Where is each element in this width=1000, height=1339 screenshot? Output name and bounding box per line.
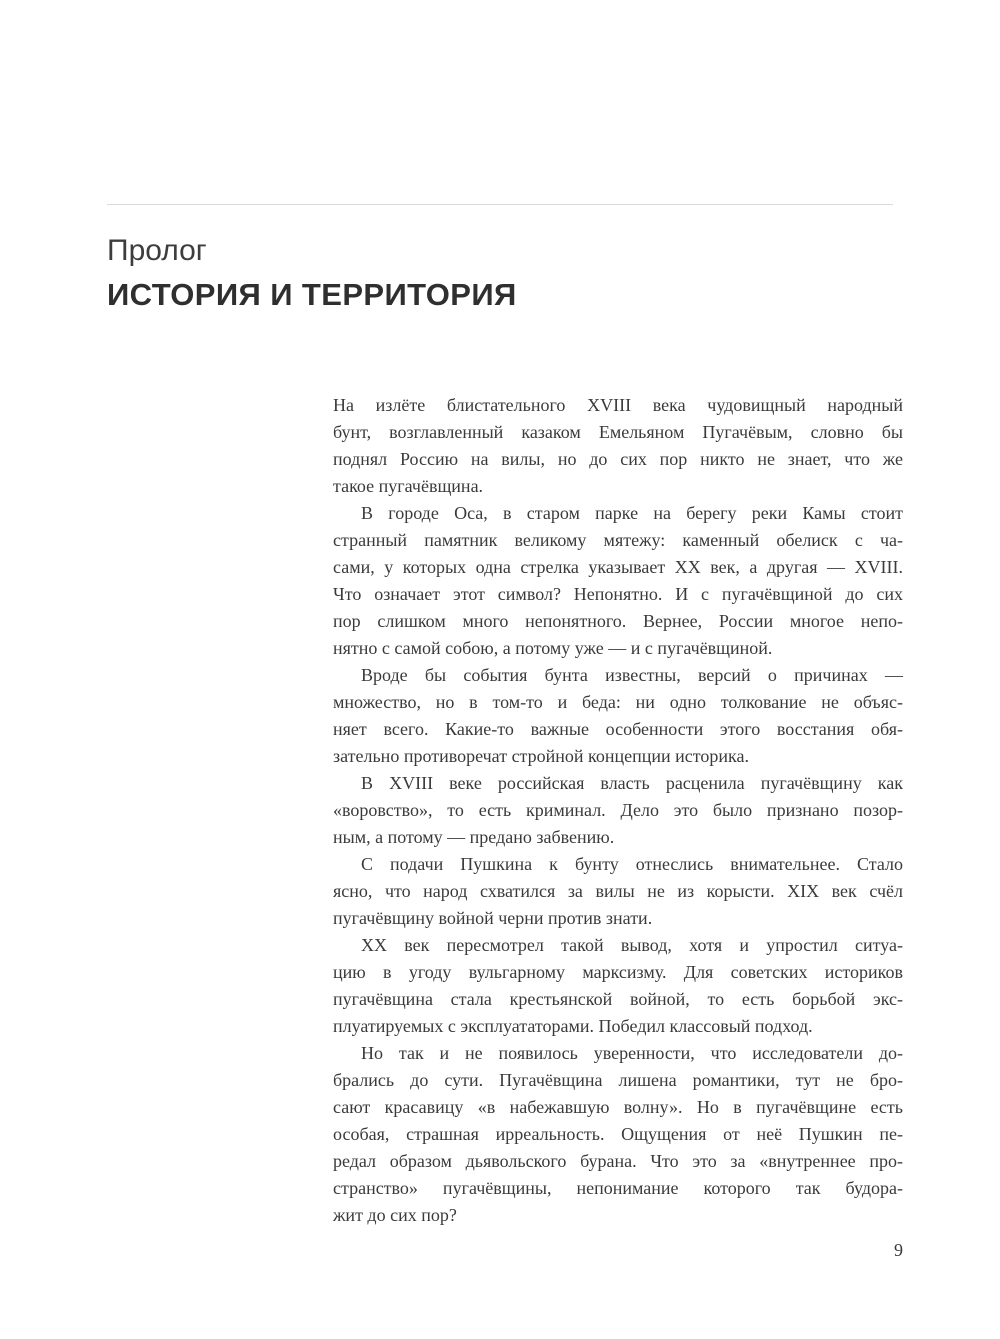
header-rule <box>107 204 893 205</box>
text-line: нятно с самой собою, а потому уже — и с пугачёвщиной. <box>333 638 773 658</box>
text-line: пугачёвщину войной черни против знати. <box>333 908 653 928</box>
text-line: пор слишком много непонятного. Вернее, России многое непо- <box>333 611 903 631</box>
text-line: плуатируемых с эксплуататорами. Победил классовый подход. <box>333 1016 813 1036</box>
paragraph <box>333 851 903 932</box>
text-line: бунт, возглавленный казаком Емельяном Пугачёвым, словно бы <box>333 422 903 442</box>
text-line: цию в угоду вульгарному марксизму. Для советских историков <box>333 962 903 982</box>
text-line: такое пугачёвщина. <box>333 476 484 496</box>
text-line: поднял Россию на вилы, но до сих пор никто не знает, что же <box>333 449 903 469</box>
text-line: брались до сути. Пугачёвщина лишена романтики, тут не бро- <box>333 1070 903 1090</box>
text-line: Вроде бы события бунта известны, версий о причинах — <box>361 665 903 685</box>
text-line: ясно, что народ схватился за вилы не из корысти. XIX век счёл <box>333 881 903 901</box>
paragraph <box>333 662 903 770</box>
text-line: С подачи Пушкина к бунту отнеслись внимательнее. Стало <box>361 854 903 874</box>
paragraph <box>333 932 903 1040</box>
text-line: В городе Оса, в старом парке на берегу реки Камы стоит <box>361 503 903 523</box>
text-line: ным, а потому — предано забвению. <box>333 827 615 847</box>
text-line: сают красавицу «в набежавшую волну». Но в пугачёвщине есть <box>333 1097 903 1117</box>
text-line: особая, страшная ирреальность. Ощущения от неё Пушкин пе- <box>333 1124 903 1144</box>
text-line: XX век пересмотрел такой вывод, хотя и упростил ситуа- <box>361 935 903 955</box>
text-line: Но так и не появилось уверенности, что исследователи до- <box>361 1043 903 1063</box>
page-number: 9 <box>894 1240 903 1260</box>
paragraph <box>333 500 903 662</box>
text-line: «воровство», то есть криминал. Дело это было признано позор- <box>333 800 903 820</box>
chapter-header <box>107 234 517 312</box>
text-line: На излёте блистательного XVIII века чудовищный народный <box>333 395 903 415</box>
chapter-pretitle: Пролог <box>107 234 207 267</box>
chapter-title: ИСТОРИЯ И ТЕРРИТОРИЯ <box>107 276 517 312</box>
paragraph <box>333 392 903 500</box>
text-line: множество, но в том-то и беда: ни одно толкование не объяс- <box>333 692 903 712</box>
text-line: Что означает этот символ? Непонятно. И с пугачёвщиной до сих <box>333 584 903 604</box>
text-line: сами, у которых одна стрелка указывает XX век, а другая — XVIII. <box>333 557 903 577</box>
body-text <box>333 392 903 1229</box>
text-line: няет всего. Какие-то важные особенности этого восстания обя- <box>333 719 903 739</box>
text-line: странный памятник великому мятежу: каменный обелиск с ча- <box>333 530 903 550</box>
text-line: В XVIII веке российская власть расценила пугачёвщину как <box>361 773 903 793</box>
paragraph <box>333 1040 903 1229</box>
text-line: странство» пугачёвщины, непонимание которого так будора- <box>333 1178 903 1198</box>
text-line: жит до сих пор? <box>333 1205 457 1225</box>
text-line: пугачёвщина стала крестьянской войной, то есть борьбой экс- <box>333 989 903 1009</box>
paragraph <box>333 770 903 851</box>
text-line: зательно противоречат стройной концепции историка. <box>333 746 750 766</box>
text-line: редал образом дьявольского бурана. Что это за «внутреннее про- <box>333 1151 903 1171</box>
